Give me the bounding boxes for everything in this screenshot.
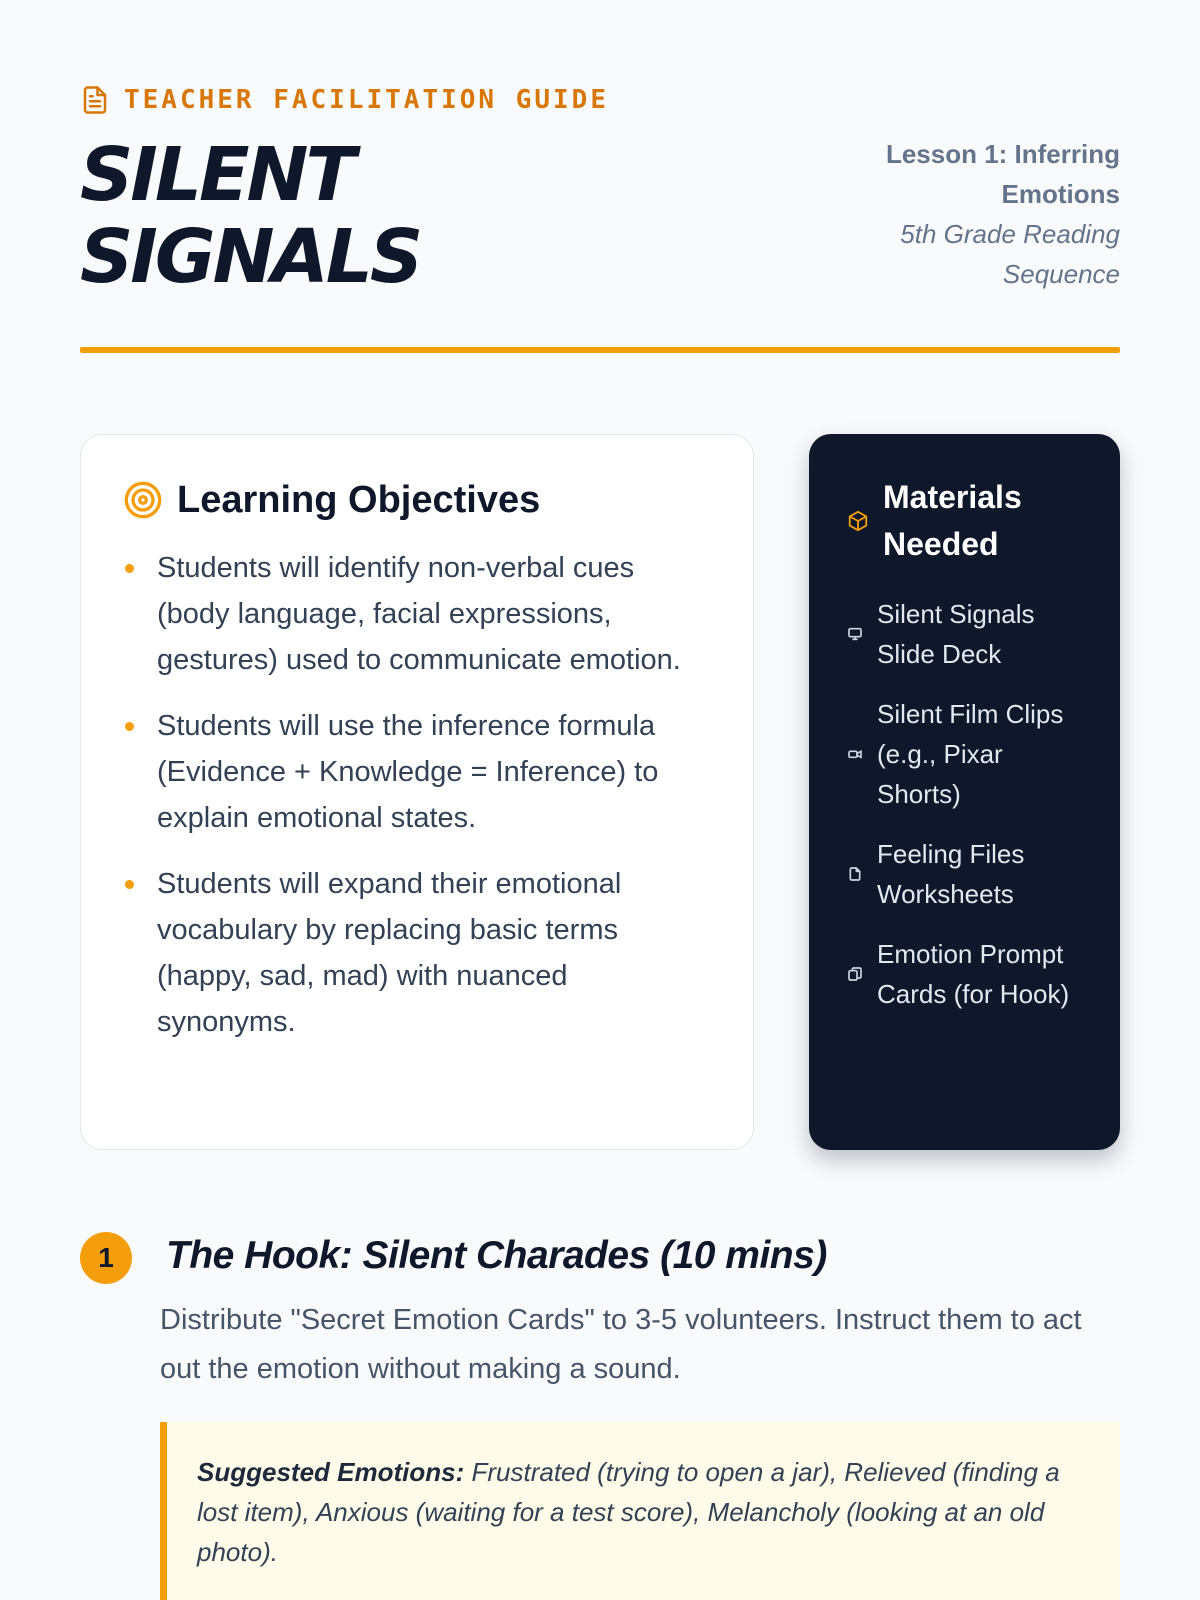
page-title <box>80 134 420 298</box>
guide-kicker <box>80 84 609 116</box>
suggested-emotions-callout <box>160 1422 1120 1600</box>
grade-sequence: 5th Grade Reading Sequence <box>900 219 1120 289</box>
materials-card <box>809 434 1120 1150</box>
material-item <box>847 934 1090 1014</box>
callout-label: Suggested Emotions: <box>197 1457 465 1487</box>
title-line-2: SIGNALS <box>80 214 421 300</box>
material-item <box>847 834 1090 914</box>
materials-header <box>847 474 1090 568</box>
step-number-badge: 1 <box>80 1232 132 1284</box>
material-item <box>847 694 1090 814</box>
lesson-meta <box>860 134 1120 294</box>
objective-item: Students will use the inference formula (Evidence + Knowledge = Inference) to explain emotional states. <box>123 703 713 841</box>
materials-title: Materials Needed <box>883 479 1022 562</box>
title-line-1: SILENT <box>80 132 353 218</box>
objective-item: Students will expand their emotional vocabulary by replacing basic terms (happy, sad, mad) with nuanced synonyms. <box>123 861 713 1045</box>
target-icon <box>123 480 163 520</box>
step-title: The Hook: Silent Charades (10 mins) <box>166 1234 827 1277</box>
kicker-text: TEACHER FACILITATION GUIDE <box>124 85 609 115</box>
monitor-icon <box>847 626 863 642</box>
lesson-name: Lesson 1: Inferring Emotions <box>885 139 1120 209</box>
objectives-header <box>123 477 713 523</box>
material-label: Silent Signals Slide Deck <box>877 599 1035 669</box>
box-icon <box>847 510 869 532</box>
document-icon <box>80 84 110 116</box>
materials-list <box>847 594 1090 1014</box>
material-label: Silent Film Clips (e.g., Pixar Shorts) <box>877 699 1064 809</box>
objective-item: Students will identify non-verbal cues (body language, facial expressions, gestures) used to communicate emotion. <box>123 545 713 683</box>
film-icon <box>847 746 863 762</box>
objectives-list <box>123 545 713 1045</box>
objectives-title: Learning Objectives <box>177 479 541 521</box>
cards-icon <box>847 966 863 982</box>
guide-page <box>80 0 1120 1600</box>
callout-text: Frustrated (trying to open a jar), Relieved (finding a lost item), Anxious (waiting for a test score), Melancholy (looking at an old photo). <box>197 1457 1060 1567</box>
material-label: Emotion Prompt Cards (for Hook) <box>877 939 1070 1009</box>
material-item <box>847 594 1090 674</box>
step-description: Distribute "Secret Emotion Cards" to 3-5 volunteers. Instruct them to act out the emotion without making a sound. <box>160 1304 1082 1385</box>
header-divider <box>80 347 1120 353</box>
file-icon <box>847 866 863 882</box>
objectives-card <box>80 434 754 1150</box>
material-label: Feeling Files Worksheets <box>877 839 1025 909</box>
